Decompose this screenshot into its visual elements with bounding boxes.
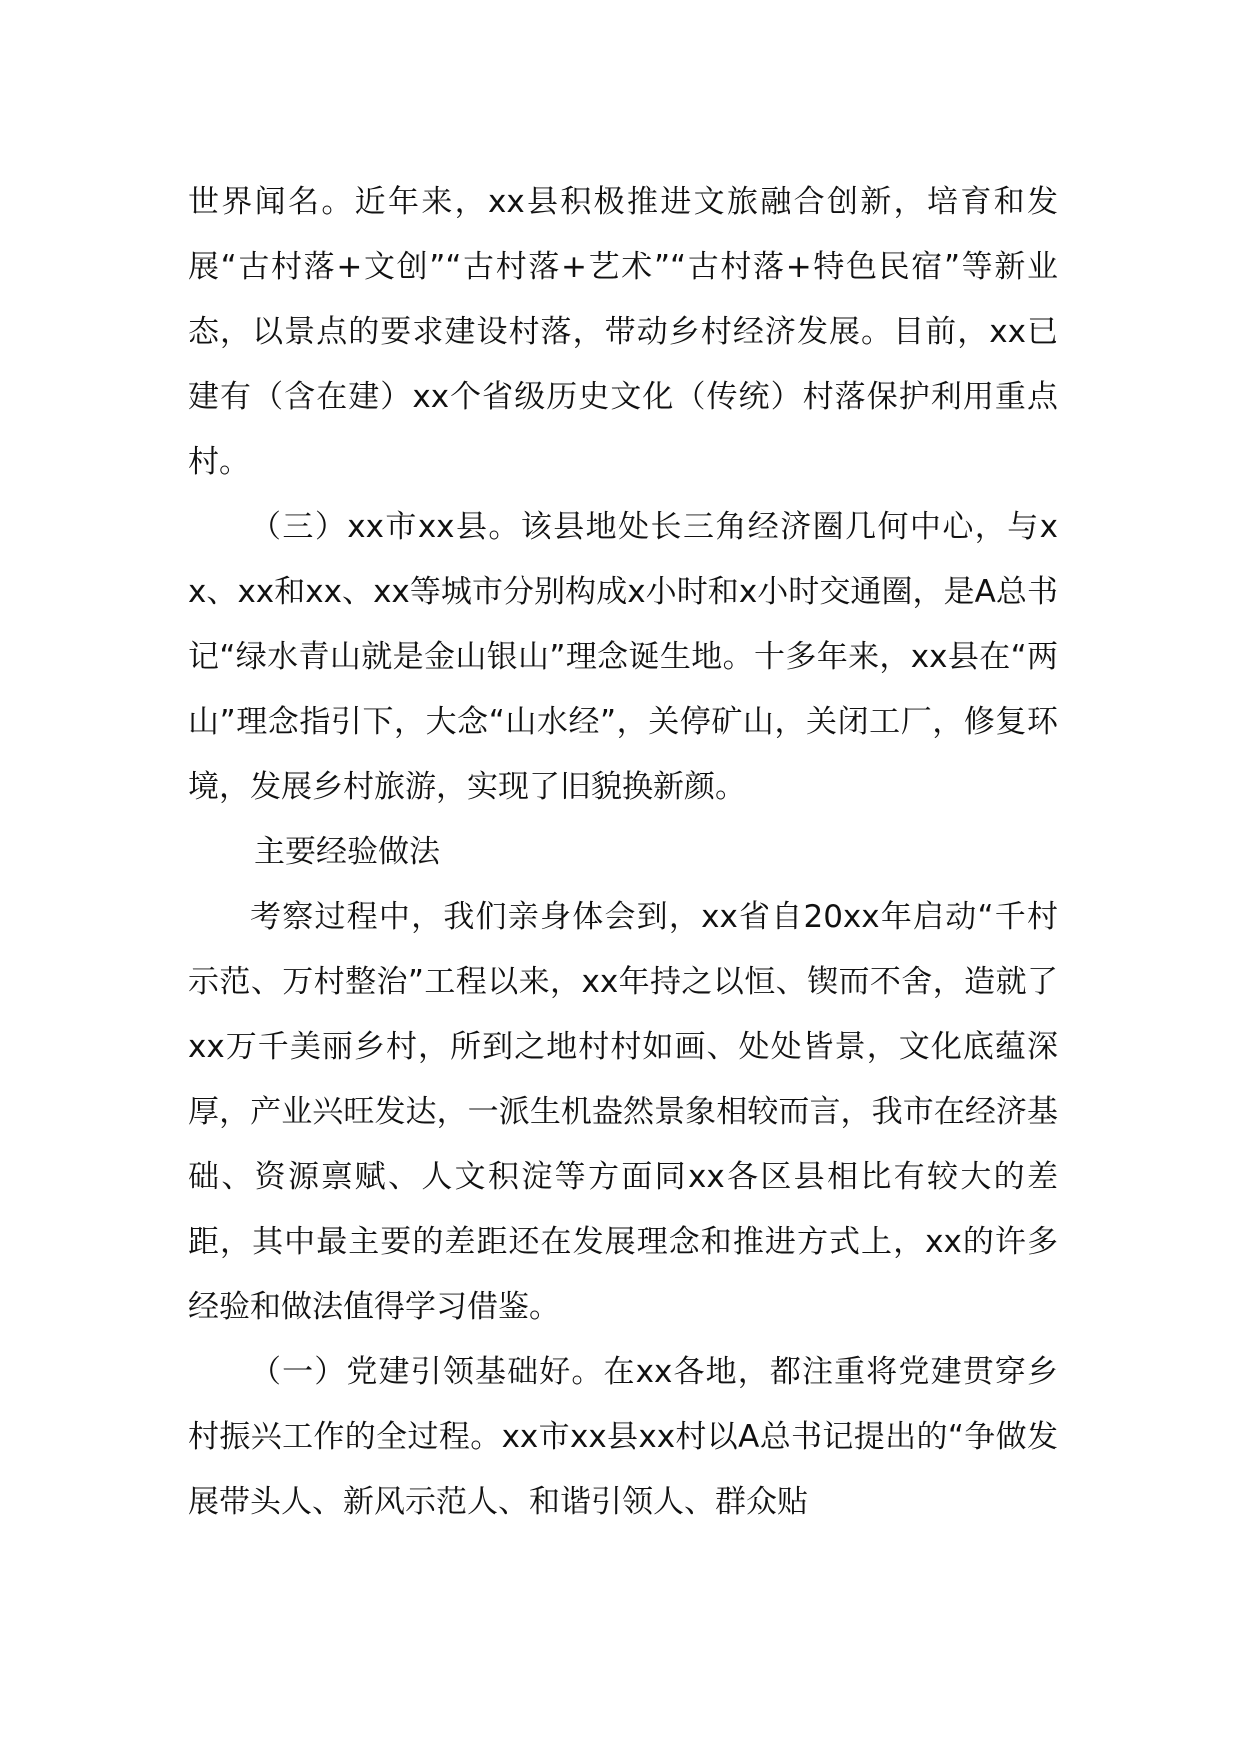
paragraph-section-three: （三）xx市xx县。该县地处长三角经济圈几何中心，与xx、xx和xx、xx等城市分别构成x小时和x小时交通圈，是A总书记“绿水青山就是金山银山”理念诞生地。十多年来，xx县在“两山”理念指引下，大念“山水经”，关停矿山，关闭工厂，修复环境，发展乡村旅游，实现了旧貌换新颜。 [188,509,1058,805]
paragraph-continuation: 世界闻名。近年来，xx县积极推进文旅融合创新，培育和发展“古村落+文创”“古村落+艺术”“古村落+特色民宿”等新业态，以景点的要求建设村落，带动乡村经济发展。目前，xx已建有（含在建）xx个省级历史文化（传统）村落保护利用重点村。 [188,184,1058,480]
body-text [188,170,1058,1535]
paragraph-experience: 考察过程中，我们亲身体会到，xx省自20xx年启动“千村示范、万村整治”工程以来，xx年持之以恒、锲而不舍，造就了xx万千美丽乡村，所到之地村村如画、处处皆景，文化底蕴深厚，产业兴旺发达，一派生机盎然景象相较而言，我市在经济基础、资源禀赋、人文积淀等方面同xx各区县相比有较大的差距，其中最主要的差距还在发展理念和推进方式上，xx的许多经验和做法值得学习借鉴。 [188,899,1058,1325]
paragraph-party-building: （一）党建引领基础好。在xx各地，都注重将党建贯穿乡村振兴工作的全过程。xx市xx县xx村以A总书记提出的“争做发展带头人、新风示范人、和谐引领人、群众贴 [188,1354,1058,1520]
section-heading: 主要经验做法 [254,834,440,870]
